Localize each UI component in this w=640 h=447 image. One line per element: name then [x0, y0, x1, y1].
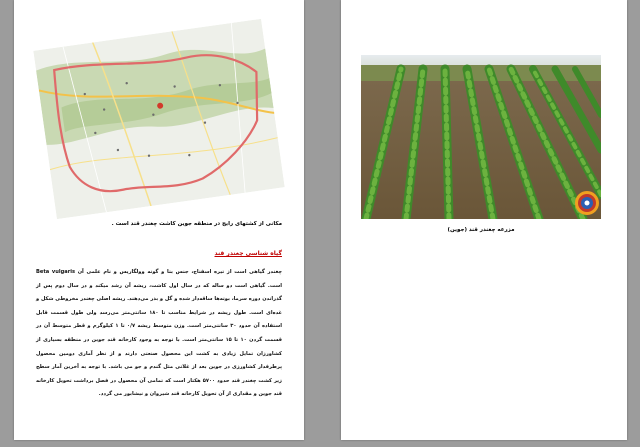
left-page — [14, 0, 304, 440]
right-page — [341, 0, 627, 440]
map-caption: مکانی از کشتهای رایج در منطقه جوین کاشت چغندر قند است . — [111, 221, 282, 227]
photo-caption: مزرعه چغندر قند (جوین) — [447, 227, 515, 233]
section-heading: گیاه شناسی چغندر قند — [214, 250, 282, 257]
region-map — [33, 19, 284, 219]
sugar-beet-field-photo — [361, 55, 601, 219]
logo-emblem-icon — [574, 190, 600, 216]
body-paragraph: چغندر گیاهی است از تیره اسفناج، جنس بتا و گونه وولگاریس و نام علمی آن Beta vulgaris است. گیاهی است دو ساله که در سال اول کاشت، ریشه آن رشد میکند و در سال دوم پس از گذراندن دوره سرما، بوته‌ها ساقه‌دار شده و گل و بذر می‌دهند. ریشه اصلی چغندر مخروطی شکل و غده‌ای است. طول ریشه در شرایط مناسب تا ۱۸۰ سانتی‌متر می‌رسد ولی طول قسمت قابل استفاده آن حدود ۳۰ سانتی‌متر است. وزن متوسط ریشه ۰/۷ تا ۱ کیلوگرم و قطر متوسط آن در قسمت گردن ۱۰ تا ۱۵ سانتی‌متر است. با توجه به وجود کارخانه قند جوین در منطقه بسیاری از کشاورزان تمایل زیادی به کشت این محصول صنعتی دارند و از نظر آماری دومین محصول پرطرفدار کشاورزی در جوین بعد از غلاتی مثل گندم و جو می باشد. با توجه به آخرین آمار سطح زیر کشت چغندر قند حدود ۵۷۰۰ هکتار است که تمامی آن محصول در فصل برداشت تحویل کارخانه قند جوین و مقداری از آن تحویل کارخانه قند شیروان و نیشابور می گردد. — [36, 269, 282, 398]
